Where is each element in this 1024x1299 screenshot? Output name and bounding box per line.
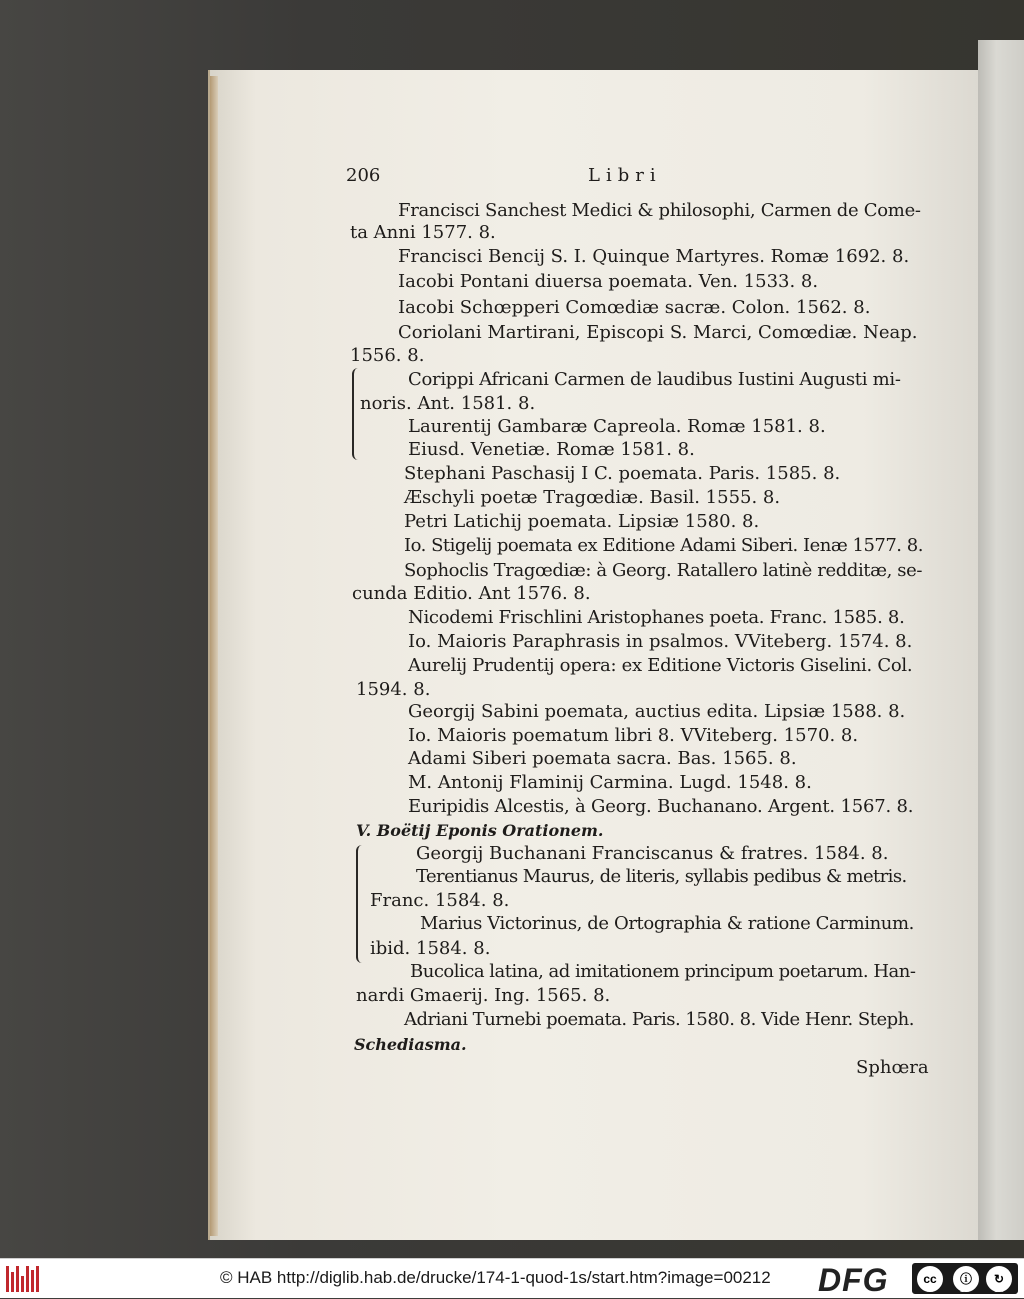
text-line: Sophoclis Tragœdiæ: à Georg. Ratallero latinè redditæ, se- (404, 560, 923, 581)
marginal-heading: V. Boëtij Eponis Orationem. (356, 821, 604, 840)
bracket-mark (352, 368, 360, 460)
page-number: 206 (346, 165, 381, 186)
text-line: Franc. 1584. 8. (370, 890, 510, 911)
text-line: Nicodemi Frischlini Aristophanes poeta. Franc. 1585. 8. (408, 607, 905, 628)
by-label: BY (960, 1287, 970, 1294)
text-line: nardi Gmaerij. Ing. 1565. 8. (356, 985, 611, 1006)
text-line: ta Anni 1577. 8. (350, 222, 496, 243)
text-line: cunda Editio. Ant 1576. 8. (352, 583, 591, 604)
text-line: Corippi Africani Carmen de laudibus Iustini Augusti mi- (408, 369, 901, 390)
text-line: Terentianus Maurus, de literis, syllabis pedibus & metris. (416, 866, 907, 887)
text-line: Stephani Paschasij I C. poemata. Paris. 1585. 8. (404, 463, 841, 484)
text-line: Georgij Buchanani Franciscanus & fratres. 1584. 8. (416, 843, 889, 864)
text-line: Georgij Sabini poemata, auctius edita. Lipsiæ 1588. 8. (408, 701, 906, 722)
text-line: Coriolani Martirani, Episcopi S. Marci, Comœdiæ. Neap. (398, 322, 918, 343)
page-gutter-edge (210, 76, 218, 1236)
hab-logo-icon (6, 1266, 44, 1292)
cc-license-badge[interactable] (912, 1263, 1018, 1294)
adjacent-page-edge (978, 40, 1024, 1240)
text-line: 1594. 8. (356, 679, 431, 700)
text-line: Bucolica latina, ad imitationem principum poetarum. Han- (410, 961, 916, 982)
text-line: Iacobi Schœpperi Comœdiæ sacræ. Colon. 1562. 8. (398, 297, 871, 318)
text-line: Euripidis Alcestis, à Georg. Buchanano. Argent. 1567. 8. (408, 796, 914, 817)
text-line: Io. Maioris poematum libri 8. VViteberg. 1570. 8. (408, 725, 859, 746)
text-line: Adami Siberi poemata sacra. Bas. 1565. 8. (408, 748, 797, 769)
bracket-mark (356, 845, 364, 963)
text-line: Adriani Turnebi poemata. Paris. 1580. 8. Vide Henr. Steph. (404, 1009, 914, 1030)
text-line: Petri Latichij poemata. Lipsiæ 1580. 8. (404, 511, 760, 532)
catchword: Sphœra (856, 1057, 929, 1078)
text-line: Marius Victorinus, de Ortographia & ratione Carminum. (420, 913, 914, 934)
share-alike-icon: ↻ (986, 1266, 1012, 1292)
text-line: Eiusd. Venetiæ. Romæ 1581. 8. (408, 439, 695, 460)
text-line: Francisci Bencij S. I. Quinque Martyres. Romæ 1692. 8. (398, 246, 910, 267)
text-line: Io. Maioris Paraphrasis in psalmos. VViteberg. 1574. 8. (408, 631, 913, 652)
source-link[interactable]: © HAB http://diglib.hab.de/drucke/174-1-quod-1s/start.htm?image=00212 (220, 1268, 771, 1287)
text-line: Schediasma. (354, 1035, 467, 1054)
text-line: Io. Stigelij poemata ex Editione Adami Siberi. Ienæ 1577. 8. (404, 535, 923, 556)
sa-label: SA (994, 1287, 1004, 1294)
text-line: M. Antonij Flaminij Carmina. Lugd. 1548. 8. (408, 772, 812, 793)
text-line: Francisci Sanchest Medici & philosophi, Carmen de Come- (398, 200, 921, 221)
text-line: noris. Ant. 1581. 8. (360, 393, 536, 414)
dfg-logo: DFG (818, 1262, 889, 1298)
text-line: Aurelij Prudentij opera: ex Editione Victoris Giselini. Col. (408, 655, 913, 676)
cc-icon: cc (917, 1266, 943, 1292)
text-line: ibid. 1584. 8. (370, 938, 491, 959)
running-head-title: Libri (588, 165, 662, 186)
by-person-icon: ⓘ (953, 1266, 979, 1292)
viewer-footer (0, 1258, 1024, 1298)
text-line: 1556. 8. (350, 345, 425, 366)
text-line: Æschyli poetæ Tragœdiæ. Basil. 1555. 8. (404, 487, 781, 508)
text-line: Laurentij Gambaræ Capreola. Romæ 1581. 8. (408, 416, 826, 437)
text-line: Iacobi Pontani diuersa poemata. Ven. 1533. 8. (398, 271, 819, 292)
